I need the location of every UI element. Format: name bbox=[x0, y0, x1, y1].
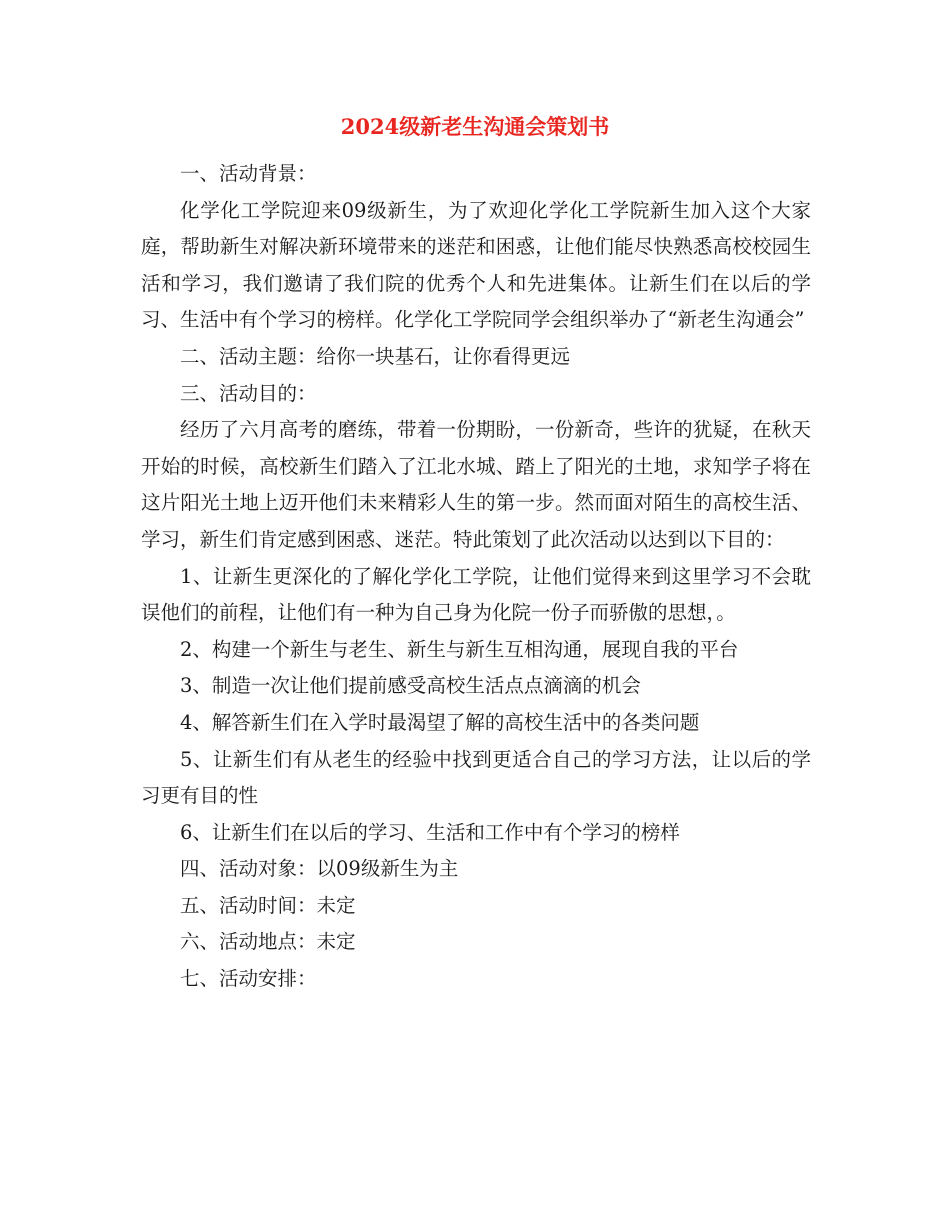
section-heading-time: 五、活动时间：未定 bbox=[180, 893, 356, 917]
purpose-item-3: 3、制造一次让他们提前感受高校生活点点滴滴的机会 bbox=[180, 674, 641, 698]
section-heading-background: 一、活动背景： bbox=[180, 162, 317, 185]
document-title: 2024级新老生沟通会策划书 bbox=[340, 114, 610, 139]
purpose-item-2: 2、构建一个新生与老生、新生与新生互相沟通，展现自我的平台 bbox=[180, 637, 739, 661]
paragraph-background: 化学化工学院迎来09级新生，为了欢迎化学化工学院新生加入这个大家庭，帮助新生对解决新环境带来的迷茫和困惑，让他们能尽快熟悉高校校园生活和学习，我们邀请了我们院的优秀个人和先进集体。让新生们在以后的学习、生活中有个学习的榜样。化学化工学院同学会组织举办了“新老生沟通会” bbox=[141, 198, 811, 332]
purpose-item-4: 4、解答新生们在入学时最渴望了解的高校生活中的各类问题 bbox=[180, 710, 700, 734]
document-body bbox=[141, 156, 811, 998]
section-heading-audience: 四、活动对象：以09级新生为主 bbox=[180, 857, 459, 881]
paragraph-purpose: 经历了六月高考的磨练，带着一份期盼，一份新奇，些许的犹疑，在秋天开始的时候，高校新生们踏入了江北水城、踏上了阳光的土地，求知学子将在这片阳光土地上迈开他们未来精彩人生的第一步。然而面对陌生的高校生活、学习，新生们肯定感到困惑、迷茫。特此策划了此次活动以达到以下目的： bbox=[141, 418, 811, 551]
section-heading-theme: 二、活动主题：给你一块基石，让你看得更远 bbox=[180, 344, 571, 368]
purpose-item-5: 5、让新生们有从老生的经验中找到更适合自己的学习方法，让以后的学习更有目的性 bbox=[141, 747, 811, 808]
section-heading-purpose: 三、活动目的： bbox=[180, 381, 317, 405]
purpose-item-1: 1、让新生更深化的了解化学化工学院，让他们觉得来到这里学习不会耽误他们的前程，让他们有一种为自己身为化院一份子而骄傲的思想，。 bbox=[141, 564, 811, 625]
purpose-item-6: 6、让新生们在以后的学习、生活和工作中有个学习的榜样 bbox=[180, 820, 680, 844]
section-heading-location: 六、活动地点：未定 bbox=[180, 930, 356, 954]
section-heading-arrangement: 七、活动安排： bbox=[180, 967, 317, 991]
